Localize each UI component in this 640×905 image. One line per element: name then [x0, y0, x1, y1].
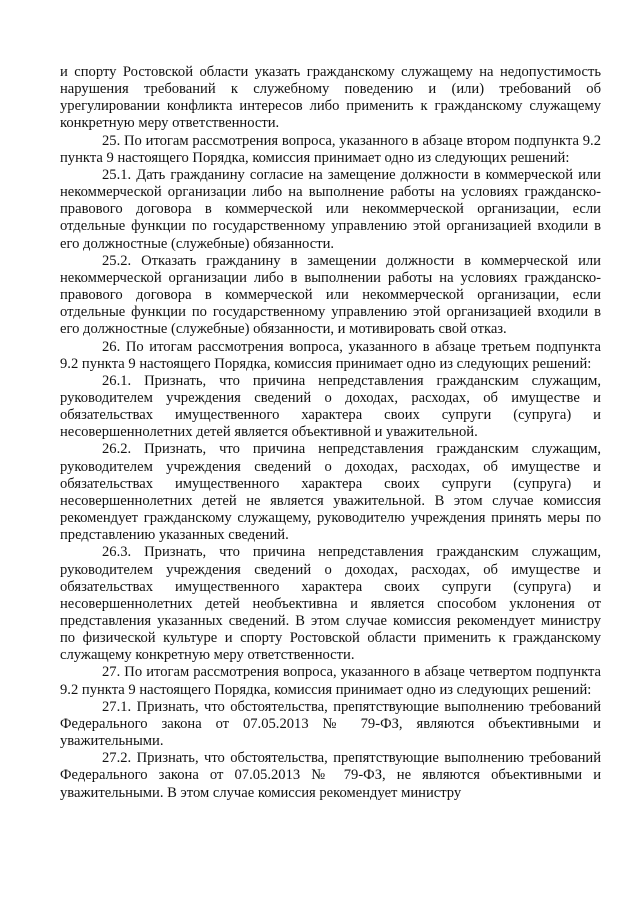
paragraph-26-2: 26.2. Признать, что причина непредставления гражданским служащим, руководителем учреждения сведений о доходах, расходах, об имуществе и обязательствах имущественного характера своих супруги (супруга) и несовершеннолетних детей не является уважительной. В этом случае комиссия рекомендует гражданскому служащему, руководителю учреждения принять меры по представлению указанных сведений.: [60, 441, 601, 544]
paragraph-continuation: и спорту Ростовской области указать гражданскому служащему на недопустимость нарушения требований к служебному поведению и (или) требований об урегулировании конфликта интересов либо применить к гражданскому служащему конкретную меру ответственности.: [60, 64, 601, 132]
paragraph-26: 26. По итогам рассмотрения вопроса, указанного в абзаце третьем подпункта 9.2 пункта 9 настоящего Порядка, комиссия принимает одно из следующих решений:: [60, 338, 601, 372]
paragraph-26-3: 26.3. Признать, что причина непредставления гражданским служащим, руководителем учреждения сведений о доходах, расходах, об имуществе и обязательствах имущественного характера своих супруги (супруга) и несовершеннолетних детей необъективна и является способом уклонения от представления указанных сведений. В этом случае комиссия рекомендует министру по физической культуре и спорту Ростовской области применить к гражданскому служащему конкретную меру ответственности.: [60, 544, 601, 664]
paragraph-27-1: 27.1. Признать, что обстоятельства, препятствующие выполнению требований Федерального закона от 07.05.2013 № 79-ФЗ, являются объективными и уважительными.: [60, 698, 601, 750]
paragraph-27-2: 27.2. Признать, что обстоятельства, препятствующие выполнению требований Федерального закона от 07.05.2013 № 79-ФЗ, не являются объективными и уважительными. В этом случае комиссия рекомендует министру: [60, 750, 601, 801]
paragraph-25-1: 25.1. Дать гражданину согласие на замещение должности в коммерческой или некоммерческой организации либо на выполнение работы на условиях гражданско-правового договора в коммерческой или некоммерческой организации, если отдельные функции по государственному управлению этой организацией входили в его должностные (служебные) обязанности.: [60, 166, 601, 252]
paragraph-26-1: 26.1. Признать, что причина непредставления гражданским служащим, руководителем учреждения сведений о доходах, расходах, об имуществе и обязательствах имущественного характера своих супруги (супруга) и несовершеннолетних детей является объективной и уважительной.: [60, 372, 601, 441]
paragraph-27: 27. По итогам рассмотрения вопроса, указанного в абзаце четвертом подпункта 9.2 пункта 9 настоящего Порядка, комиссия принимает одно из следующих решений:: [60, 664, 601, 698]
paragraph-25-2: 25.2. Отказать гражданину в замещении должности в коммерческой или некоммерческой организации либо в выполнении работы на условиях гражданско-правового договора в коммерческой или некоммерческой организации, если отдельные функции по государственному управлению этой организацией входили в его должностные (служебные) обязанности, и мотивировать свой отказ.: [60, 252, 601, 338]
paragraph-25: 25. По итогам рассмотрения вопроса, указанного в абзаце втором подпункта 9.2 пункта 9 настоящего Порядка, комиссия принимает одно из следующих решений:: [60, 132, 601, 166]
document-page: [60, 64, 601, 802]
